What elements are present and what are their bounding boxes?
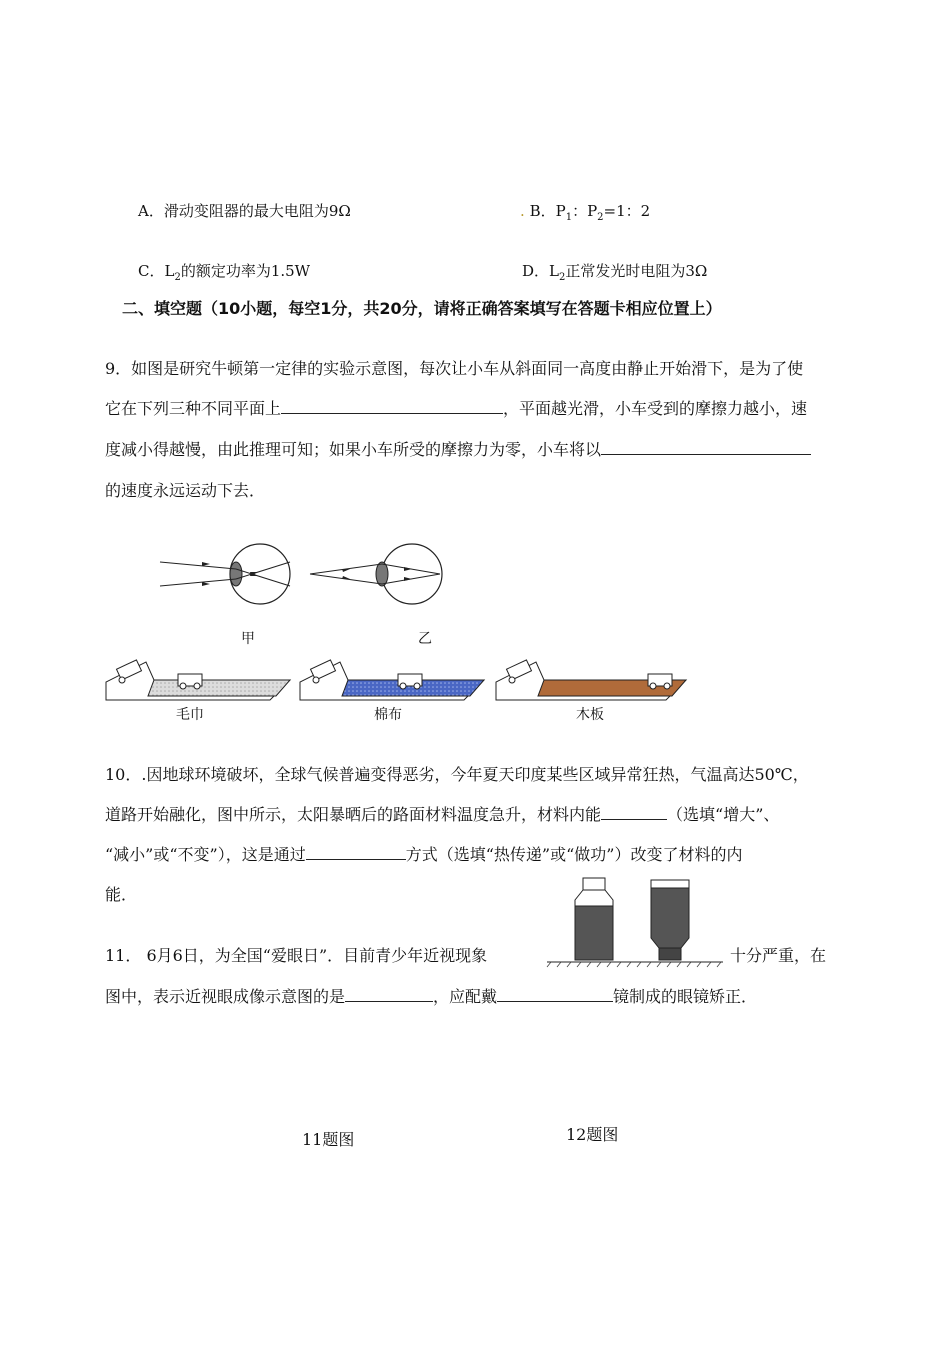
- surface-label-cotton: 棉布: [374, 707, 402, 723]
- incline-towel: [106, 660, 290, 700]
- q10-line2: 道路开始融化，图中所示，太阳暴晒后的路面材料温度急升，材料内能 （选填“增大”、: [105, 805, 780, 824]
- q9-line1: 9．如图是研究牛顿第一定律的实验示意图，每次让小车从斜面同一高度由静止开始滑下，是为了使: [105, 359, 804, 378]
- eye-label-yi: 乙: [418, 631, 432, 647]
- q9-blank2[interactable]: [601, 440, 811, 455]
- q9-line4: 的速度永远运动下去．: [105, 481, 266, 500]
- q10-blank1[interactable]: [601, 805, 667, 820]
- eye-diagrams: [150, 538, 460, 638]
- option-c: C．$L_2$的额定功率为1.5W: [138, 262, 311, 283]
- q10-line1: 10．.因地球环境破坏，全球气候普遍变得恶劣，今年夏天印度某些区域异常狂热，气温高达50℃，: [105, 765, 809, 784]
- bottle-inverted: [651, 880, 689, 960]
- q10-line4: 能．: [105, 885, 138, 904]
- option-d: D．$L_2$正常发光时电阻为3Ω: [522, 262, 708, 283]
- section-title: 二、填空题（10小题，每空1分，共20分，请将正确答案填写在答题卡相应位置上）: [122, 299, 722, 318]
- q9-blank1[interactable]: [281, 399, 503, 414]
- incline-surfaces-diagram: [104, 658, 694, 706]
- eye-yi-diagram: [310, 544, 442, 604]
- eye-label-jia: 甲: [241, 631, 255, 647]
- bottles-diagram: [545, 876, 725, 968]
- eye-jia-diagram: [160, 544, 290, 604]
- caption-fig11: 11题图: [302, 1130, 355, 1149]
- q11-blank2[interactable]: [497, 987, 613, 1002]
- incline-cotton: [300, 660, 484, 700]
- q11-blank1[interactable]: [345, 987, 433, 1002]
- caption-fig12: 12题图: [566, 1125, 619, 1144]
- q10-blank2[interactable]: [306, 845, 406, 860]
- incline-wood: [496, 660, 686, 700]
- q11-line1a: 11． 6月6日，为全国“爱眼日”．目前青少年近视现象: [105, 946, 488, 965]
- option-b: . B．$P_1$：$P_2=1$：2: [520, 202, 651, 223]
- bottle-upright: [575, 878, 613, 960]
- q11-line2: 图中，表示近视眼成像示意图的是 ，应配戴 镜制成的眼镜矫正．: [105, 987, 758, 1006]
- surface-label-towel: 毛巾: [176, 707, 204, 723]
- option-a: A．滑动变阻器的最大电阻为9Ω: [138, 202, 351, 220]
- q9-line2: 它在下列三种不同平面上 ，平面越光滑，小车受到的摩擦力越小，速: [105, 399, 808, 418]
- surface-label-wood: 木板: [576, 707, 604, 723]
- q11-line1b: 十分严重，在: [730, 946, 827, 965]
- q10-line3: “减小”或“不变”），这是通过 方式（选填“热传递”或“做功”）改变了材料的内: [105, 845, 743, 864]
- q9-line3: 度减小得越慢，由此推理可知；如果小车所受的摩擦力为零，小车将以: [105, 437, 811, 460]
